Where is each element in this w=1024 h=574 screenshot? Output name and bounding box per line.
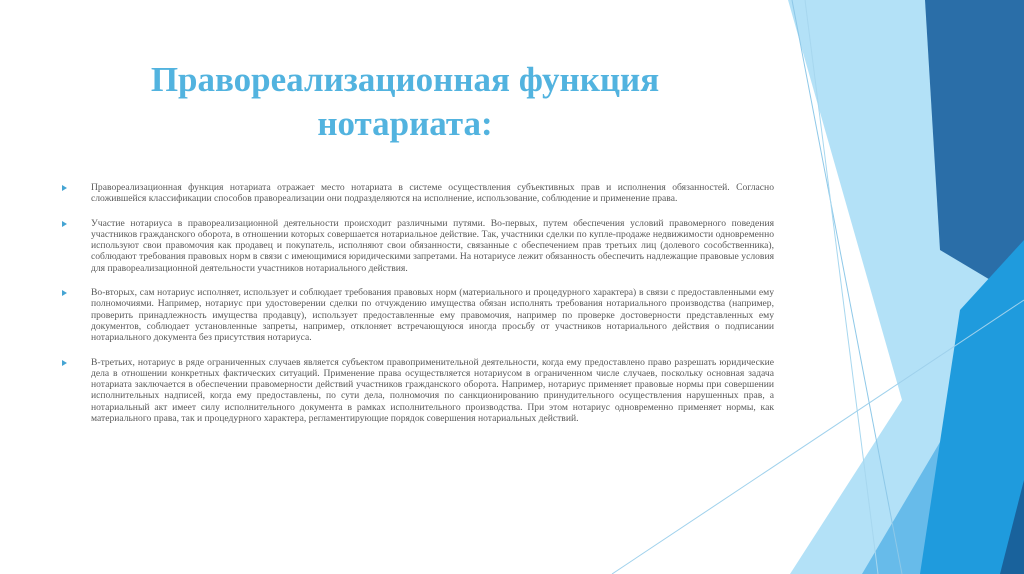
slide-body bbox=[62, 182, 774, 437]
bullet-paragraph-4 bbox=[62, 357, 774, 425]
bullet-paragraph-1 bbox=[62, 182, 774, 205]
bullet-arrow-icon bbox=[62, 221, 67, 227]
paragraph-text: В-третьих, нотариус в ряде ограниченных случаев является субъектом правоприменительной деятельности, когда ему предоставлено право разрешать юридические дела в отношении конкретных фактических ситуаций. Применение права осуществляется нотариусом в ограниченном числе случаев, поскольку основная задача нотариата заключается в обеспечении правомерности действий участников гражданского оборота. Например, нотариус применяет правовые нормы при совершении исполнительных надписей, когда ему предоставлены, по сути дела, полномочия по санкционированию принудительного осуществления нарушенных прав, а нотариальный акт имеет силу исполнительного документа в рамках исполнительного производства. При этом нотариус одновременно применяет нормы, как материального права, так и процедурного характера, регламентирующие порядок совершения нотариальных действий. bbox=[91, 356, 774, 425]
bullet-paragraph-2 bbox=[62, 218, 774, 274]
bullet-arrow-icon bbox=[62, 290, 67, 296]
paragraph-text: Во-вторых, сам нотариус исполняет, использует и соблюдает требования правовых норм (материального и процедурного характера) в связи с предоставленными ему полномочиями. Например, нотариус при удостоверении сделки по отчуждению имущества обязан исполнять требования нотариального производства (например, проверить принадлежность имущества продавцу), использует предоставленные ему правомочия, например по проверке достоверности представленных ему документов, соблюдает установленные запреты, например, отклоняет встречающуюся иногда просьбу от участников нотариального действия о подписании нотариального документа без присутствия нотариуса. bbox=[91, 287, 774, 344]
slide-title-line-2: нотариата: bbox=[317, 104, 493, 143]
slide-title bbox=[95, 58, 715, 146]
bullet-arrow-icon bbox=[62, 185, 67, 191]
slide-title-line-1: Правореализационная функция bbox=[150, 60, 660, 99]
paragraph-text: Правореализационная функция нотариата отражает место нотариата в системе осуществления субъективных прав и исполнения обязанностей. Согласно сложившейся классификации способов правореализации они подразделяются на исполнение, использование, соблюдение и применение права. bbox=[91, 182, 774, 205]
paragraph-text: Участие нотариуса в правореализационной деятельности происходит различными путями. Во-первых, путем обеспечения условий правомерного поведения участников гражданского оборота, в отношении которых совершается нотариальное действие. Так, участники сделки по купле-продаже недвижимости одновременно используют свои правомочия как продавец и покупатель, исполняют свои обязанности, связанные с обеспечением прав третьих лиц (долевого сособственника), соблюдают требования правовых норм в связи с имеющимися юридическими запретами. На нотариусе лежит обязанность обеспечить надлежащие правовые условия для правореализационной деятельности участников нотариального действия. bbox=[91, 217, 774, 274]
bullet-paragraph-3 bbox=[62, 287, 774, 343]
bullet-arrow-icon bbox=[62, 360, 67, 366]
